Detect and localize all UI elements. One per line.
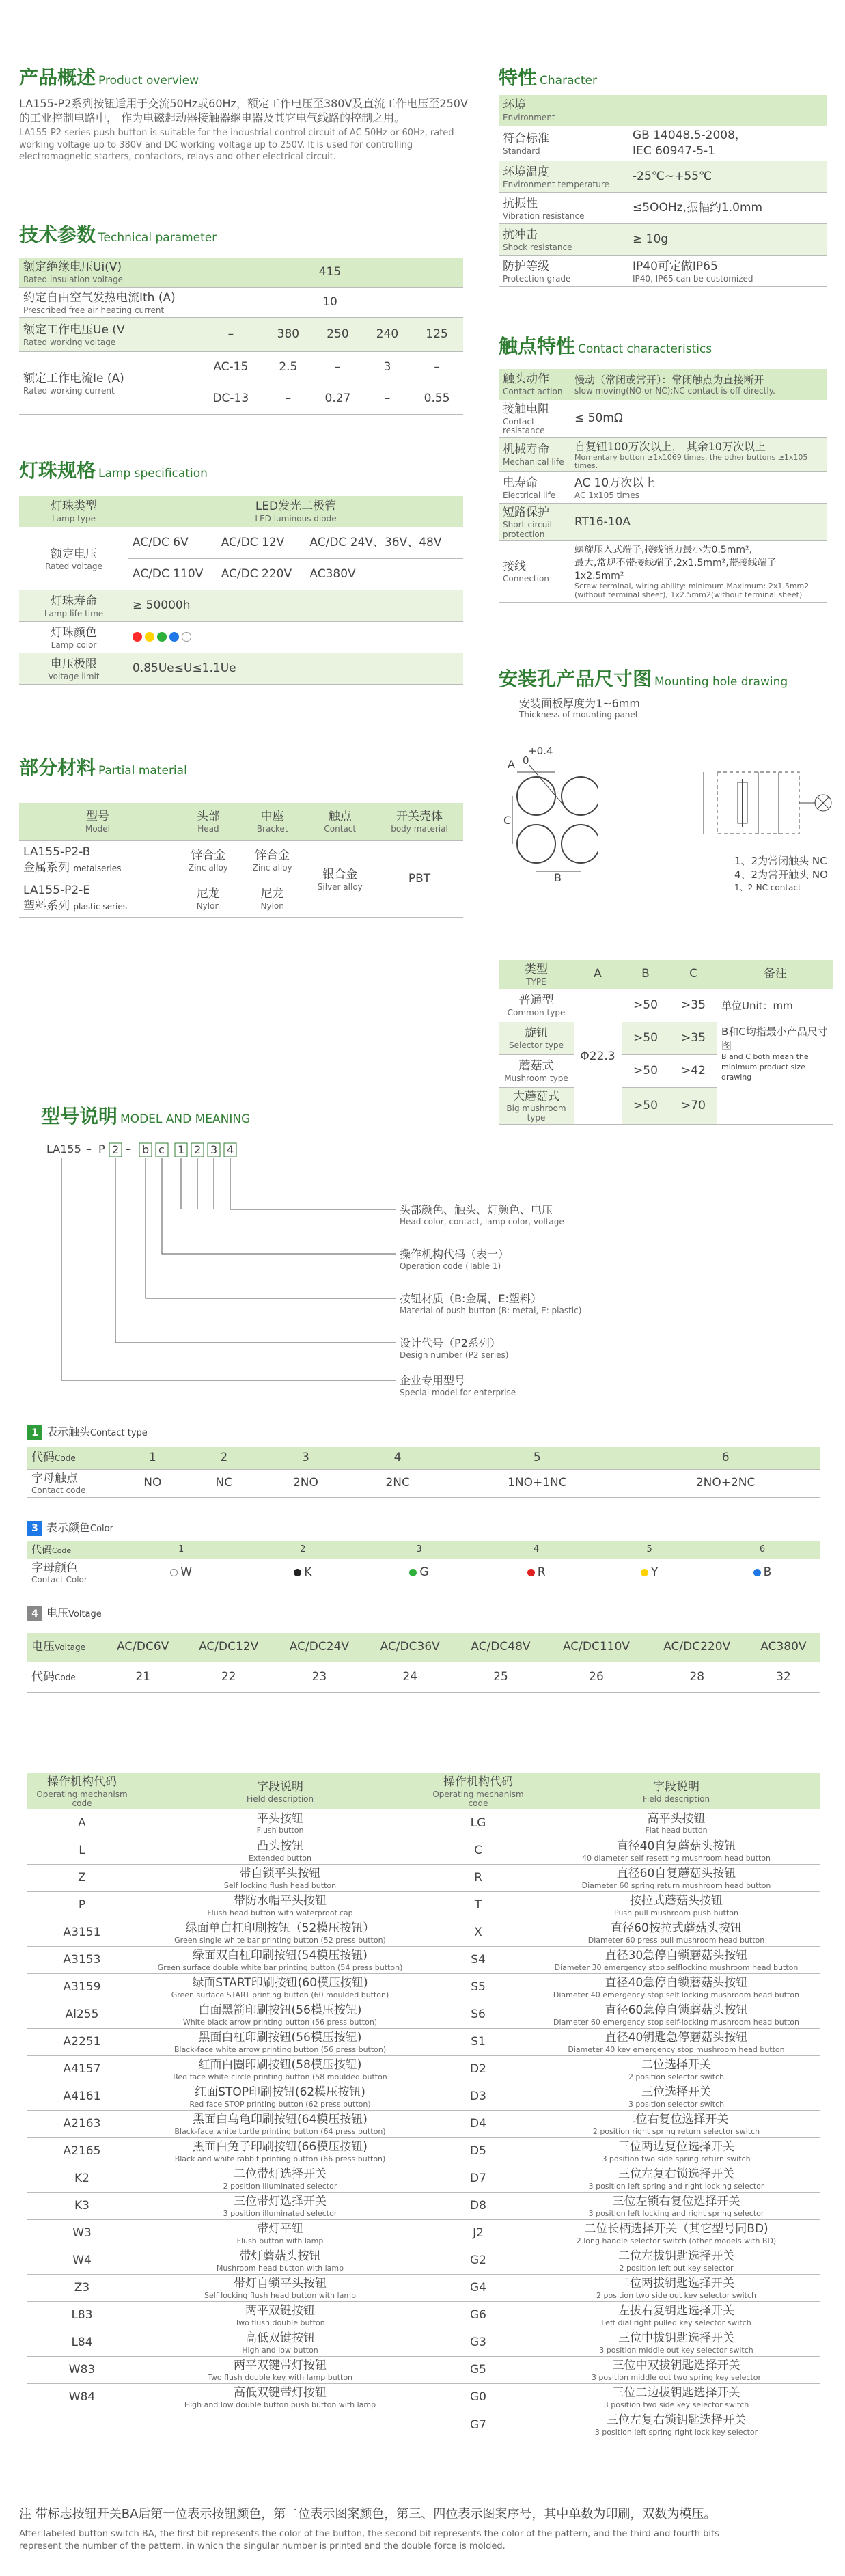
type-table-wrap xyxy=(499,960,833,1125)
tech-title: 技术参数 Technical parameter xyxy=(19,223,217,246)
mount-title: 安装孔产品尺寸图 Mounting hole drawing xyxy=(499,668,788,690)
contact-type-heading: 1 表示触头Contact type xyxy=(27,1425,148,1440)
zero-label: 0 xyxy=(523,754,529,767)
model-label-3: 按钮材质（B:金属，E:塑料） Material of push button (B: metal, E: plastic) xyxy=(400,1292,582,1315)
ops-row: W4 带灯蘑菇头按钮 Mushroom head button with lamp G2 二位左拔钥匙选择开关 2 position left out key selector xyxy=(27,2247,820,2275)
mount-thickness: 安装面板厚度为1~6mm Thickness of mounting panel xyxy=(519,696,640,720)
ops-row: W3 带灯平钮 Flush button with lamp J2 二位长柄选择开关（其它型号同BD) 2 long handle selector switch (other models with BD) xyxy=(27,2220,820,2247)
ops-row: W83 两平双键带灯按钮 Two flush double key with lamp button G5 三位中双拔钥匙选择开关 3 position middle out two spring key selector xyxy=(27,2357,820,2384)
c-label: C xyxy=(503,814,512,827)
contact-type-table-wrap xyxy=(27,1447,820,1498)
svg-text:–: – xyxy=(126,1142,131,1155)
tech-section xyxy=(19,222,463,415)
lamp-color-dots xyxy=(128,622,463,653)
parts-section xyxy=(19,755,463,918)
svg-text:2: 2 xyxy=(194,1143,202,1156)
mount-section xyxy=(499,666,827,720)
svg-text:4: 4 xyxy=(227,1143,234,1156)
yellow-dot xyxy=(145,632,154,642)
ops-row: P 带防水帽平头按钮 Flush head button with waterproof cap T 按拉式蘑菇头按钮 Push pull mushroom push button xyxy=(27,1891,820,1919)
ops-row: A4161 红面STOP印刷按钮(62模压按钮) Red face STOP printing button (62 press button) D3 三位选择开关 3 position selector switch xyxy=(27,2083,820,2111)
ops-row: L84 高低双键按钮 High and low button G3 三位中拔钥匙选择开关 3 position middle out key selector switch xyxy=(27,2329,820,2357)
ops-row: A 平头按钮 Flush button LG 高平头按钮 Flat head button xyxy=(27,1809,820,1837)
lamp-table: 灯珠类型 Lamp type LED发光二极管 LED luminous diode 额定电压 Rated voltage AC/DC 6V AC/DC 12V AC/DC 24V、36V、48V AC/DC 110V AC/DC 220V AC380V 灯珠寿命 Lamp life time ≥ 50000h 灯珠颜色 Lamp color 电压极限 Voltage limit 0.85Ue≤U≤1.1Ue xyxy=(19,496,463,685)
model-label-5: 企业专用型号 Special model for enterprise xyxy=(400,1374,516,1397)
model-code-prefix: LA155 xyxy=(46,1142,81,1155)
ops-row: A2165 黑面白兔子印刷按钮(66模压按钮) Black and white rabbit printing button (66 press button) D5 三位两边复位选择开关 3 position two side spring return switch xyxy=(27,2138,820,2165)
overview-text: LA155-P2系列按钮适用于交流50Hz或60Hz，额定工作电压至380V及直流工作电压至250V的工业控制电路中， 作为电磁起动器接触器继电器及其它电气线路的控制之用。 LA155-P2 series push button is suitable for the industrial control circuit of AC 50Hz or 60Hz, rated working voltage up to 380V and DC working voltage up to 250V. It is used for controlling electromagnetic starters, contactors, relays and other electrical circuit. xyxy=(19,96,468,163)
ops-table: 操作机构代码 Operating mechanism code 字段说明 Field description 操作机构代码 Operating mechanism code 字段说明 Field description A 平头按钮 Flush button LG 高平头按钮 Flat head button L 凸头按钮 Extended button C 直径40自复蘑菇头按钮 40 diameter self resetting mushroom head button Z 带自锁平头按钮 Self locking flush head button R 直径60自复蘑菇头按钮 Diameter 60 spring return mushroom head button P 带防水帽平头按钮 Flush head button with waterproof cap T 按拉式蘑菇头按钮 Push pull mushroom push button A3151 绿面单白杠印刷按钮（52模压按钮） Green single white bar printing button (52 press button) X 直径60按拉式蘑菇头按钮 Diameter 60 press pull mushroom head button A3153 绿面双白杠印刷按钮(54模压按钮) Green surface double white bar printing button (54 press button) S4 直径30急停自锁蘑菇头按钮 Diameter 30 emergency stop selflocking mushroom head button A3159 绿面START印刷按钮(60模压按钮) Green surface START printing button (60 moulded button) S5 直径40急停自锁蘑菇头按钮 Diameter 40 emergency stop self locking mushroom head button Al255 白面黑箭印刷按钮(56模压按钮) White black arrow printing button (56 press button) S6 直径60急停自锁蘑菇头按钮 Diameter 60 emergency stop self-locking mushroom head button A2251 黑面白杠印刷按钮(56模压按钮) Black-face white arrow printing button (56 press button) S1 直径40钥匙急停蘑菇头按钮 Diameter 40 key emergency stop mushroom head button A4157 红面白圈印刷按钮(58模压按钮) Red face white circle printing button (58 moulded button D2 二位选择开关 2 position selector switch A4161 红面STOP印刷按钮(62模压按钮) Red face STOP printing button (62 press button) D3 三位选择开关 3 position selector switch A2163 黑面白乌龟印刷按钮(64模压按钮) Black-face white turtle printing button (64 press button) D4 二位右复位选择开关 2 position right spring return selector switch A2165 黑面白兔子印刷按钮(66模压按钮) Black and white rabbit printing button (66 press button) D5 三位两边复位选择开关 3 position two side spring return switch K2 二位带灯选择开关 2 position illuminated selector D7 三位左复右锁选择开关 3 position left spring and right locking selector K3 三位带灯选择开关 3 position illuminated selector D8 三位左锁右复位选择开关 3 position left locking and right spring selector W3 带灯平钮 Flush button with lamp J2 二位长柄选择开关（其它型号同BD) 2 long handle selector switch (other models with BD) W4 带灯蘑菇头按钮 Mushroom head button with lamp G2 二位左拔钥匙选择开关 2 position left out key selector Z3 带灯自锁平头按钮 Self locking flush head button with lamp G4 二位两拔钥匙选择开关 2 position two side out key selector switch L83 两平双键按钮 Two flush double button G6 左拔右复钥匙选择开关 Left dial right pulled key selector switch L84 高低双键按钮 High and low button G3 三位中拔钥匙选择开关 3 position middle out key selector switch W83 两平双键带灯按钮 Two flush double key with lamp button G5 三位中双拔钥匙选择开关 3 position middle out two spring key selector W84 高低双键带灯按钮 High and low double button push button with lamp G0 三位二边拔钥匙选择开关 3 position two side key selector switch G7 三位左复右锁钥匙选择开关 3 position left spring right lock key selector xyxy=(27,1773,820,2439)
contact-type-table: 代码Code 1 2 3 4 5 6 字母触点 Contact code NO NC 2NO 2NC 1NO+1NC 2NO+2NC xyxy=(27,1447,820,1498)
voltage-heading: 4 电压Voltage xyxy=(27,1606,102,1621)
model-label-2: 操作机构代码（表一） Operation code (Table 1) xyxy=(400,1248,510,1271)
tech-table: 额定绝缘电压Ui(V) Rated insulation voltage 415 约定自由空气发热电流Ith (A) Prescribed free air heating current 10 额定工作电压Ue (V Rated working voltage – 380 250 240 125 额定工作电流Ie (A) Rated working current AC-15 2.5 – 3 – DC-13 – 0.27 – 0.55 xyxy=(19,258,463,415)
model-label-1: 头部颜色、触头、灯颜色、电压 Head color, contact, lamp color, voltage xyxy=(400,1203,564,1227)
mount-hole-drawing xyxy=(502,745,598,881)
white-dot xyxy=(182,632,191,642)
contact-legend: 1、2为常闭触头 NC 4、2为常开触头 NO 1、2-NC contact xyxy=(734,855,828,892)
lamp-section xyxy=(19,458,463,685)
character-section xyxy=(499,65,827,287)
contact-title: 触点特性 Contact characteristics xyxy=(499,335,712,357)
svg-text:1: 1 xyxy=(178,1143,185,1156)
character-title: 特性 Character xyxy=(499,66,597,89)
character-table: 环境 Environment 符合标准 Standard GB 14048.5-2008， IEC 60947-5-1 环境温度 Environment temperature -25℃~+55℃ 抗振性 Vibration resistance ≤5OOHz,振幅约1.0mm 抗冲击 Shock resistance ≥ 10g 防护等级 Protection grade IP40可定做IP65 IP40, IP65 can be customized xyxy=(499,95,827,287)
ops-row: Z3 带灯自锁平头按钮 Self locking flush head button with lamp G4 二位两拔钥匙选择开关 2 position two side out key selector switch xyxy=(27,2275,820,2302)
ops-row: K3 三位带灯选择开关 3 position illuminated selector D8 三位左锁右复位选择开关 3 position left locking and right spring selector xyxy=(27,2193,820,2220)
ops-row: Al255 白面黑箭印刷按钮(56模压按钮) White black arrow printing button (56 press button) S6 直径60急停自锁蘑菇头按钮 Diameter 60 emergency stop self-locking mushroom head button xyxy=(27,2001,820,2029)
svg-text:b: b xyxy=(142,1143,150,1156)
ops-row: G7 三位左复右锁钥匙选择开关 3 position left spring right lock key selector xyxy=(27,2411,820,2439)
model-label-4: 设计代号（P2系列） Design number (P2 series) xyxy=(400,1337,509,1360)
lamp-title: 灯珠规格 Lamp specification xyxy=(19,459,208,482)
voltage-table: 电压Voltage AC/DC6V AC/DC12V AC/DC24V AC/DC36V AC/DC48V AC/DC110V AC/DC220V AC380V 代码Code 21 22 23 24 25 26 28 32 xyxy=(27,1633,820,1693)
contact-section xyxy=(499,333,827,603)
ops-row: K2 二位带灯选择开关 2 position illuminated selector D7 三位左复右锁选择开关 3 position left spring and right locking selector xyxy=(27,2165,820,2193)
tol-label: +0.4 xyxy=(528,745,553,757)
svg-text:2: 2 xyxy=(112,1143,120,1156)
svg-text:3: 3 xyxy=(210,1143,218,1156)
type-table: 类型 TYPE A B C 备注 普通型 Common type Φ22.3 >50 >35 单位Unit：mm B和C均指最小产品尺寸图 B and C both mean the minimum product size drawing 旋钮 Selector type >50 >35 蘑菇式 Mushroom type >50 >42 大蘑菇式 Big mushroom type >50 >70 xyxy=(499,960,833,1125)
b-label: B xyxy=(554,871,562,881)
contact-table: 触头动作 Contact action 慢动（常闭或常开）：常闭触点为直接断开 slow moving(NO or NC):NC contact is off directly. 接触电阻 Contact resistance ≤ 50mΩ 机械寿命 Mechanical life 自复钮100万次以上， 其余10万次以上 Momentary button ≥1x1069 times, the other buttons ≥1x105 times. 电寿命 Electrical life AC 10万次以上 AC 1x105 times 短路保护 Short-circuit protection RT16-10A 接线 Connection 螺旋压入式端子,接线能力最小为0.5mm², 最大,常规不带接线端子,2x1.5mm²,带接线端子1x2.5mm² Screw terminal, wiring ability: minimum Maximum: 2x1.5mm2 (without terminal sheet), 1x2.5mm2(without terminal sheet) xyxy=(499,369,827,603)
ops-table-wrap xyxy=(27,1773,820,2439)
footnote: 注 带标志按钮开关BA后第一位表示按钮颜色，第二位表示图案颜色，第三、四位表示图案序号，其中单数为印刷，双数为模压。 After labeled button switch BA, the first bit represents the color of the button, the second bit represents the color of the pattern, and the third and fourth bits represent the number of the pattern, in which the singular number is printed and the double force is molded. xyxy=(19,2507,719,2551)
ops-row: W84 高低双键带灯按钮 High and low double button push button with lamp G0 三位二边拔钥匙选择开关 3 position two side key selector switch xyxy=(27,2384,820,2411)
overview-title: 产品概述 Product overview xyxy=(19,66,199,89)
parts-title: 部分材料 Partial material xyxy=(19,756,187,779)
svg-text:–: – xyxy=(86,1142,92,1155)
green-dot xyxy=(157,632,167,642)
parts-table: 型号 Model 头部 Head 中座 Bracket 触点 Contact 开关壳体 body material LA155-P2-B 金属系列 metalseries 锌合金 Zinc alloy 锌合金 Zinc alloy 银合金 Silver alloy PBT LA155-P2-E 塑料系列 plastic series 尼龙 Nylon 尼龙 Nylon xyxy=(19,803,463,918)
ops-row: A2163 黑面白乌龟印刷按钮(64模压按钮) Black-face white turtle printing button (64 press button) D4 二位右复位选择开关 2 position right spring return selector switch xyxy=(27,2111,820,2138)
a-label: A xyxy=(508,758,515,771)
blue-dot xyxy=(169,632,179,642)
model-title: 型号说明 MODEL AND MEANING xyxy=(41,1105,251,1127)
ops-row: L 凸头按钮 Extended button C 直径40自复蘑菇头按钮 40 diameter self resetting mushroom head button xyxy=(27,1837,820,1864)
overview-section xyxy=(19,65,470,163)
ops-row: A4157 红面白圈印刷按钮(58模压按钮) Red face white circle printing button (58 moulded button D2 二位选择开关 2 position selector switch xyxy=(27,2056,820,2083)
voltage-table-wrap xyxy=(27,1633,820,1693)
ops-row: Z 带自锁平头按钮 Self locking flush head button R 直径60自复蘑菇头按钮 Diameter 60 spring return mushroom head button xyxy=(27,1864,820,1891)
svg-text:c: c xyxy=(158,1143,165,1156)
color-table: 代码Code 1 2 3 4 5 6 字母颜色 Contact Color W K G R Y B xyxy=(27,1541,820,1587)
ops-row: A3159 绿面START印刷按钮(60模压按钮) Green surface START printing button (60 moulded button) S5 直径40急停自锁蘑菇头按钮 Diameter 40 emergency stop self locking mushroom head button xyxy=(27,1973,820,2001)
ops-row: A2251 黑面白杠印刷按钮(56模压按钮) Black-face white arrow printing button (56 press button) S1 直径40钥匙急停蘑菇头按钮 Diameter 40 key emergency stop mushroom head button xyxy=(27,2029,820,2056)
color-heading: 3 表示颜色Color xyxy=(27,1520,113,1536)
contact-schematic xyxy=(697,758,833,847)
red-dot xyxy=(133,632,142,642)
color-table-wrap xyxy=(27,1541,820,1587)
svg-text:P: P xyxy=(98,1142,105,1155)
ops-row: A3153 绿面双白杠印刷按钮(54模压按钮) Green surface double white bar printing button (54 press button) S4 直径30急停自锁蘑菇头按钮 Diameter 30 emergency stop selflocking mushroom head button xyxy=(27,1946,820,1973)
ops-row: L83 两平双键按钮 Two flush double button G6 左拔右复钥匙选择开关 Left dial right pulled key selector switch xyxy=(27,2302,820,2329)
ops-row: A3151 绿面单白杠印刷按钮（52模压按钮） Green single white bar printing button (52 press button) X 直径60按拉式蘑菇头按钮 Diameter 60 press pull mushroom head button xyxy=(27,1919,820,1946)
